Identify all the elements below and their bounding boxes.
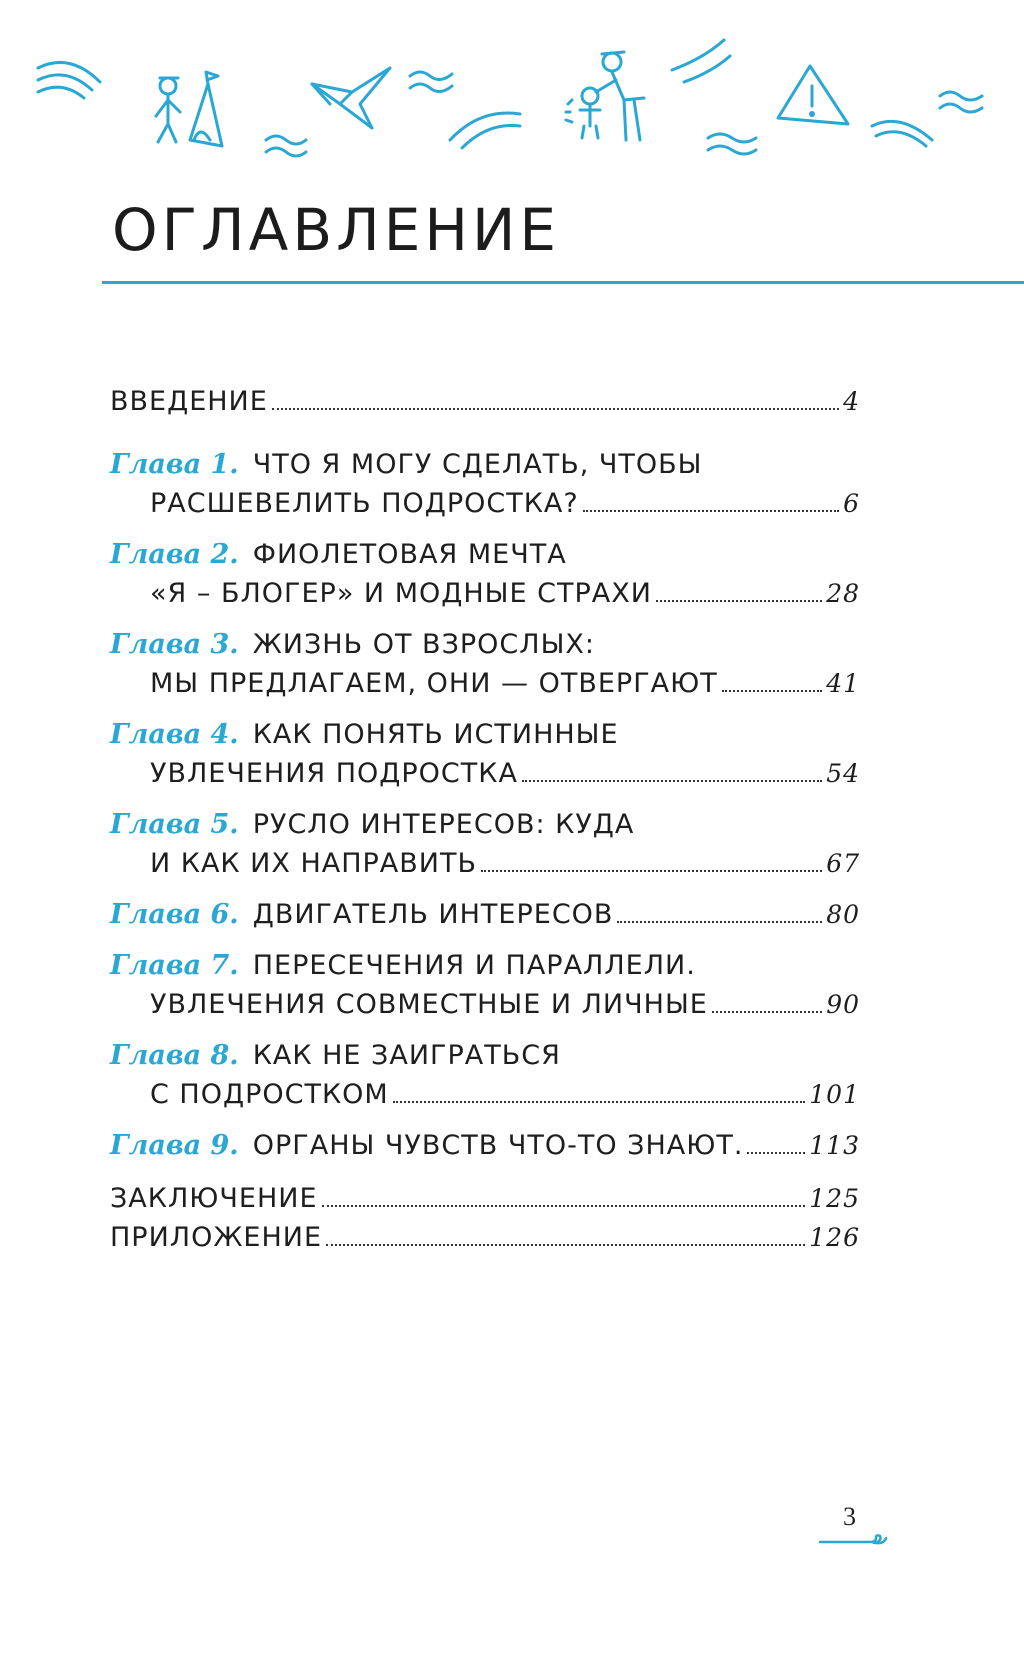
toc-entry-title: «Я – БЛОГЕР» И МОДНЫЕ СТРАХИ	[150, 578, 652, 609]
toc-page-number: 6	[843, 489, 860, 518]
page-title: ОГЛАВЛЕНИЕ	[112, 196, 561, 264]
toc-entry-title: ДВИГАТЕЛЬ ИНТЕРЕСОВ	[252, 899, 614, 930]
chapter-label: Глава 8.	[110, 1040, 239, 1071]
dot-leader	[393, 1100, 806, 1103]
chapter-label: Глава 7.	[110, 950, 239, 981]
toc-entry-title: УВЛЕЧЕНИЯ ПОДРОСТКА	[150, 758, 518, 789]
dot-leader	[722, 689, 822, 692]
toc-page-number: 4	[843, 387, 860, 416]
toc-entry-title: ОРГАНЫ ЧУВСТВ ЧТО-ТО ЗНАЮТ.	[252, 1130, 744, 1161]
dot-leader	[522, 779, 822, 782]
toc-entry-intro[interactable]	[110, 382, 860, 421]
toc-entry-chapter-4[interactable]	[110, 715, 860, 793]
toc-entry-title: КАК ПОНЯТЬ ИСТИННЫЕ	[252, 719, 619, 750]
toc-entry-title: ФИОЛЕТОВАЯ МЕЧТА	[252, 539, 567, 570]
toc-page-number: 80	[826, 900, 860, 929]
warning-triangle-icon	[778, 66, 848, 124]
wave-icon	[672, 40, 730, 82]
chapter-label: Глава 1.	[110, 449, 239, 480]
chapter-label: Глава 9.	[110, 1130, 239, 1161]
toc-entry-title: ПРИЛОЖЕНИЕ	[110, 1222, 323, 1253]
toc-entry-title: С ПОДРОСТКОМ	[150, 1079, 389, 1110]
chapter-label: Глава 2.	[110, 539, 239, 570]
parent-child-icon	[566, 52, 644, 140]
toc-page-number: 41	[826, 669, 860, 698]
table-of-contents	[110, 382, 860, 1257]
toc-entry-title: ЧТО Я МОГУ СДЕЛАТЬ, ЧТОБЫ	[252, 449, 703, 480]
toc-entry-chapter-2[interactable]	[110, 535, 860, 613]
chapter-label: Глава 6.	[110, 899, 239, 930]
wave-icon	[410, 72, 452, 92]
toc-entry-chapter-1[interactable]	[110, 445, 860, 523]
dot-leader	[617, 920, 822, 923]
toc-page-number: 90	[826, 990, 860, 1019]
chapter-label: Глава 4.	[110, 719, 239, 750]
toc-entry-chapter-9[interactable]	[110, 1126, 860, 1165]
page-number: 3	[843, 1502, 856, 1531]
toc-entry-title: МЫ ПРЕДЛАГАЕМ, ОНИ — ОТВЕРГАЮТ	[150, 668, 718, 699]
dot-leader	[326, 1243, 805, 1246]
toc-entry-title: УВЛЕЧЕНИЯ СОВМЕСТНЫЕ И ЛИЧНЫЕ	[150, 989, 708, 1020]
wave-icon	[450, 113, 520, 148]
title-divider	[102, 281, 1024, 284]
toc-entry-chapter-7[interactable]	[110, 946, 860, 1024]
toc-page-number: 67	[826, 849, 860, 878]
wave-icon	[266, 136, 306, 156]
dot-leader	[656, 599, 822, 602]
dot-leader	[583, 509, 839, 512]
toc-entry-title: ЖИЗНЬ ОТ ВЗРОСЛЫХ:	[252, 629, 595, 660]
toc-entry-chapter-6[interactable]	[110, 895, 860, 934]
wave-icon	[38, 62, 100, 98]
toc-entry-title: РУСЛО ИНТЕРЕСОВ: КУДА	[252, 809, 635, 840]
toc-entry-chapter-8[interactable]	[110, 1036, 860, 1114]
toc-page-number: 113	[809, 1131, 860, 1160]
toc-page-number: 28	[826, 579, 860, 608]
toc-entry-title: И КАК ИХ НАПРАВИТЬ	[150, 848, 478, 879]
toc-page-number: 126	[809, 1223, 860, 1252]
page-flourish-icon	[818, 1530, 888, 1550]
toc-entry-conclusion[interactable]	[110, 1179, 860, 1218]
wave-icon	[708, 134, 756, 154]
toc-entry-appendix[interactable]	[110, 1218, 860, 1257]
toc-page-number: 54	[826, 759, 860, 788]
wave-icon	[872, 121, 932, 146]
chapter-label: Глава 3.	[110, 629, 239, 660]
toc-entry-title: КАК НЕ ЗАИГРАТЬСЯ	[252, 1040, 561, 1071]
dot-leader	[272, 407, 839, 410]
toc-entry-title: ЗАКЛЮЧЕНИЕ	[110, 1183, 318, 1214]
toc-entry-title: РАСШЕВЕЛИТЬ ПОДРОСТКА?	[150, 488, 579, 519]
toc-entry-title: ВВЕДЕНИЕ	[110, 386, 268, 417]
chapter-label: Глава 5.	[110, 809, 239, 840]
dot-leader	[481, 869, 822, 872]
toc-entry-title: ПЕРЕСЕЧЕНИЯ И ПАРАЛЛЕЛИ.	[252, 950, 696, 981]
toc-entry-chapter-5[interactable]	[110, 805, 860, 883]
header-doodles	[0, 0, 1024, 200]
toc-page-number: 125	[809, 1184, 860, 1213]
dot-leader	[322, 1204, 806, 1207]
paper-bird-icon	[312, 68, 390, 128]
toc-page-number: 101	[809, 1080, 860, 1109]
wave-icon	[940, 92, 982, 112]
child-tent-icon	[156, 72, 222, 146]
dot-leader	[712, 1010, 822, 1013]
toc-entry-chapter-3[interactable]	[110, 625, 860, 703]
dot-leader	[747, 1151, 805, 1154]
